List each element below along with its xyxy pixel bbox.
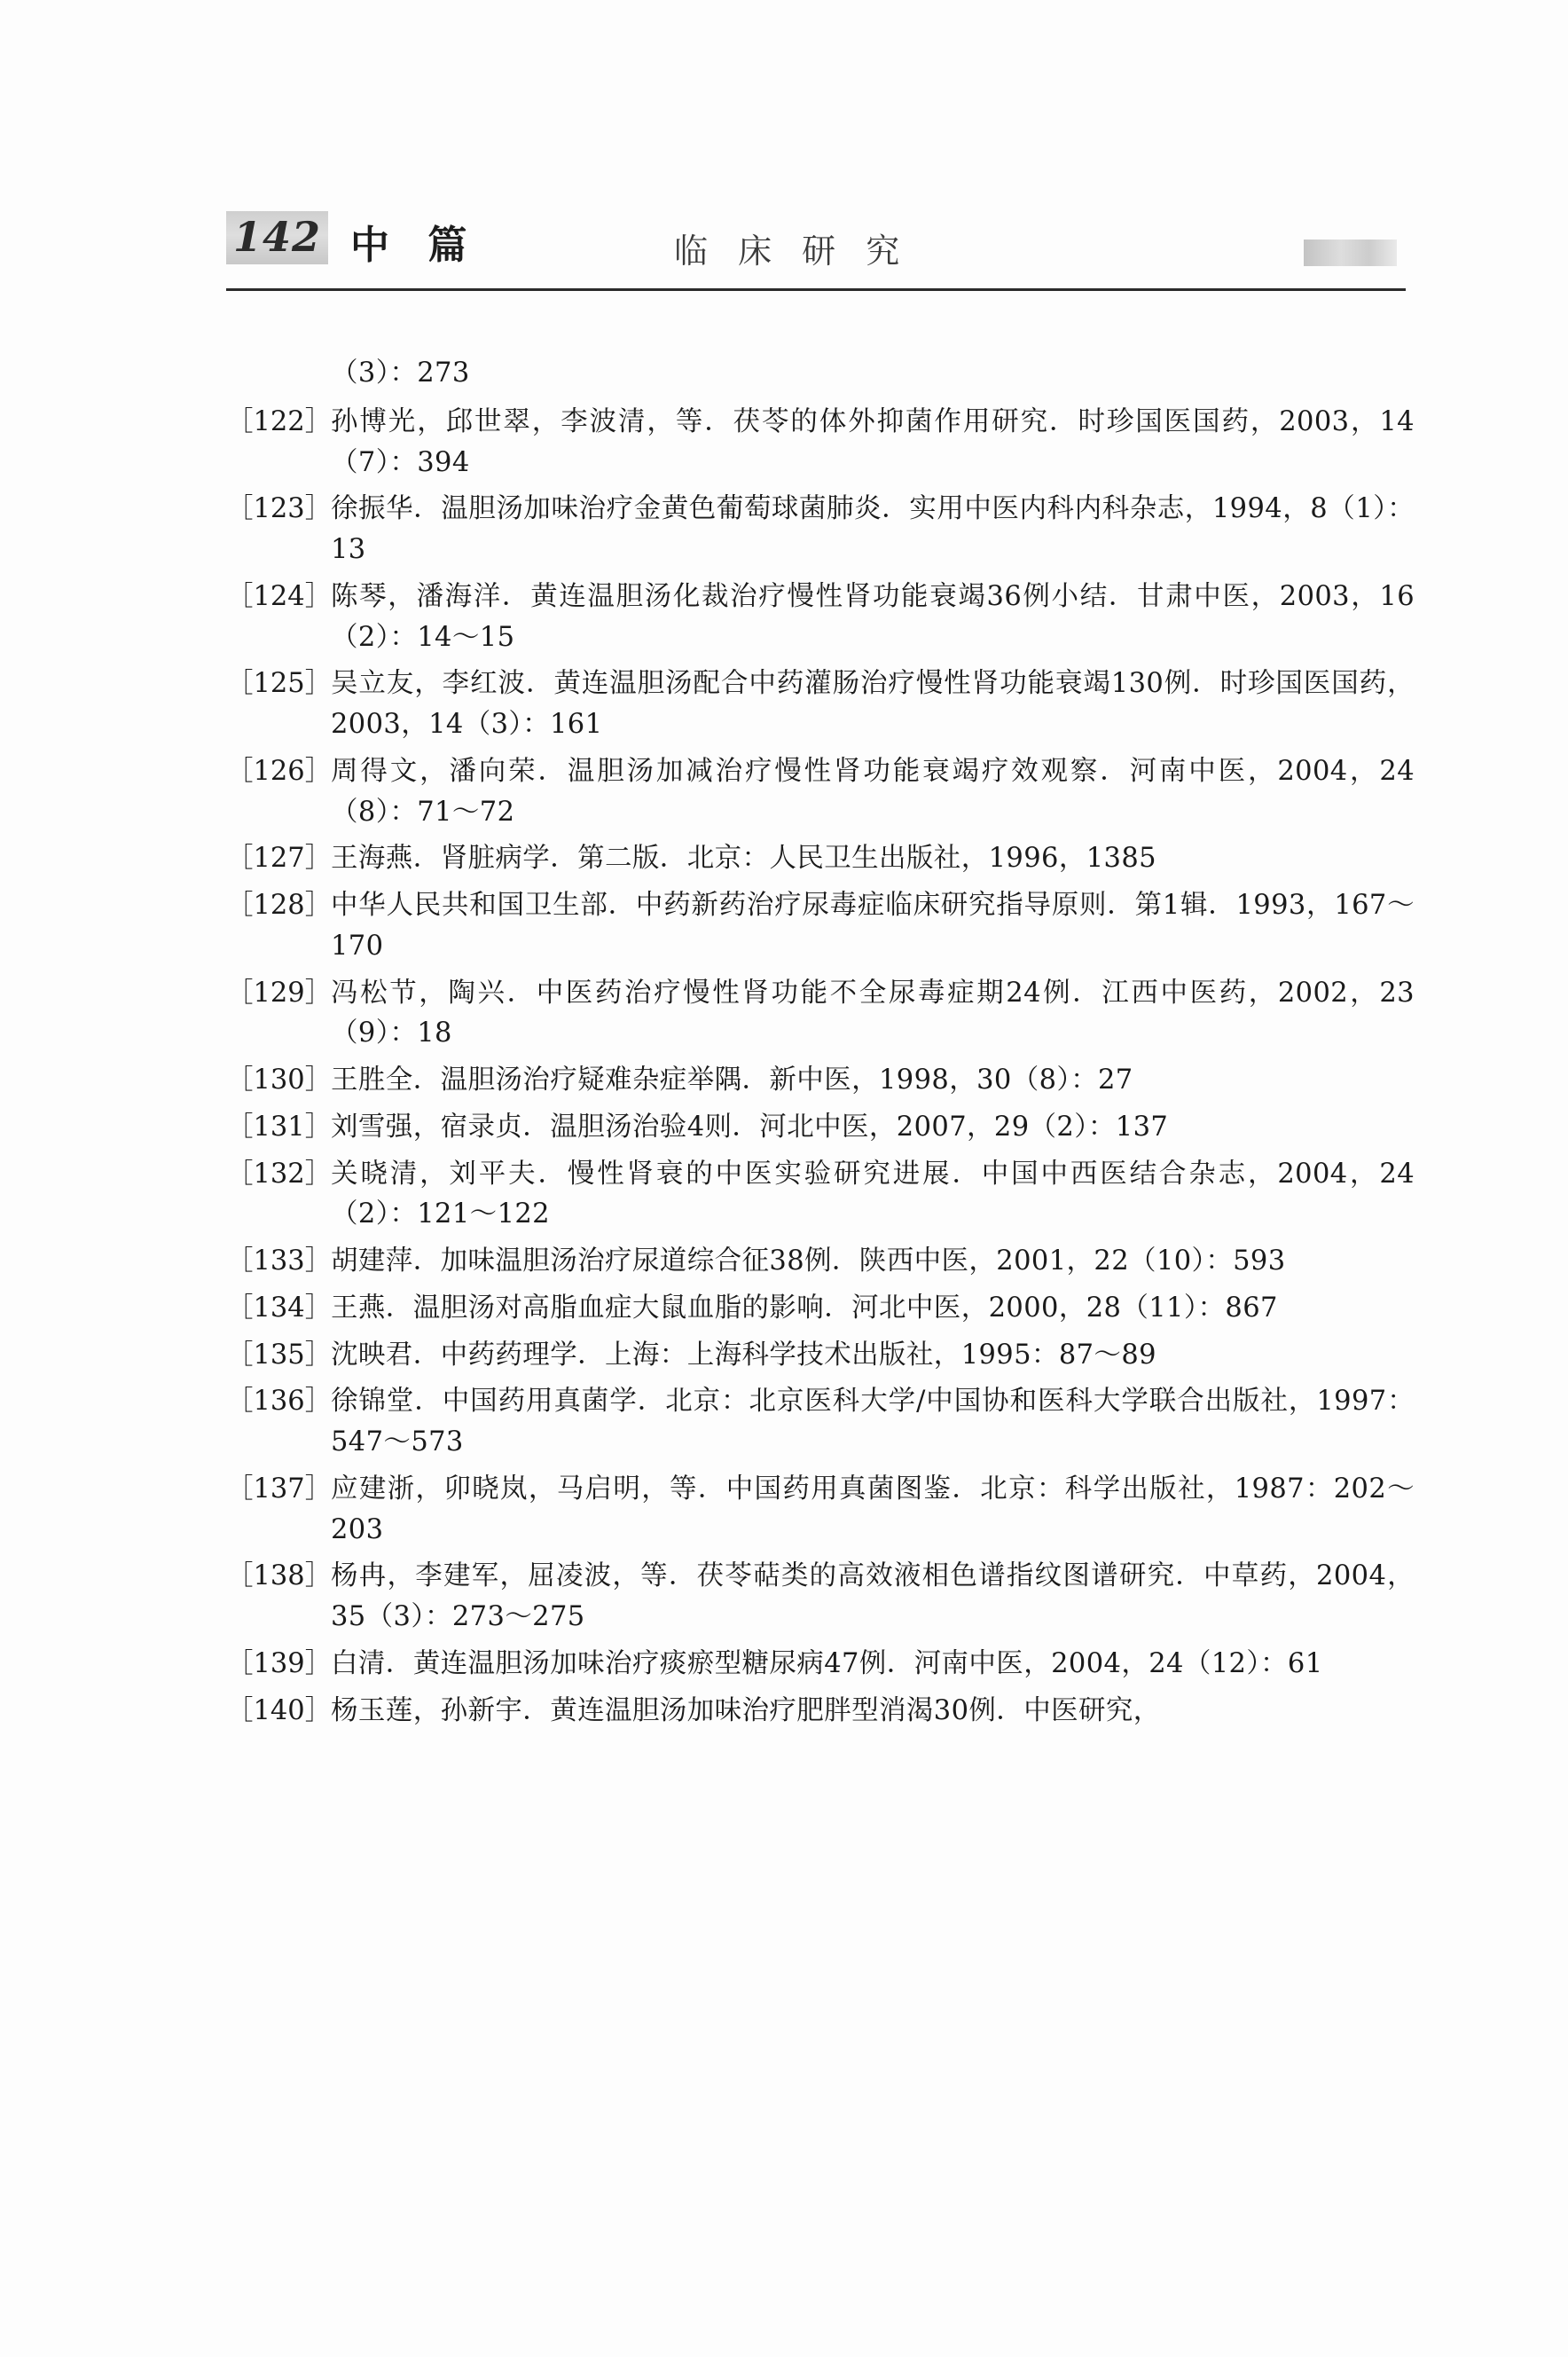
reference-number: ［128］ bbox=[226, 890, 333, 921]
reference-number: ［133］ bbox=[226, 1245, 333, 1277]
reference-text: 王燕．温胆汤对高脂血症大鼠血脂的影响．河北中医，2000，28（11）：867 bbox=[331, 1292, 1278, 1324]
reference-item bbox=[226, 664, 1415, 745]
reference-number: ［125］ bbox=[226, 668, 333, 700]
reference-item bbox=[226, 751, 1415, 833]
reference-text: 刘雪强，宿录贞．温胆汤治验4则．河北中医，2007，29（2）：137 bbox=[331, 1111, 1169, 1143]
reference-number: ［134］ bbox=[226, 1292, 333, 1324]
reference-text: 徐振华．温胆汤加味治疗金黄色葡萄球菌肺炎．实用中医内科内科杂志，1994，8（1）：13 bbox=[331, 493, 1415, 565]
reference-number: ［140］ bbox=[226, 1694, 333, 1726]
reference-text: 陈琴，潘海洋．黄连温胆汤化裁治疗慢性肾功能衰竭36例小结．甘肃中医，2003，16（2）：14～15 bbox=[331, 580, 1415, 653]
reference-number: ［124］ bbox=[226, 580, 333, 612]
reference-number: ［138］ bbox=[226, 1560, 333, 1592]
reference-list bbox=[226, 353, 1415, 1737]
reference-number: ［130］ bbox=[226, 1065, 333, 1096]
reference-item bbox=[226, 1644, 1415, 1685]
reference-number: ［137］ bbox=[226, 1473, 333, 1505]
reference-item bbox=[226, 885, 1415, 967]
reference-text: 孙博光，邱世翠，李波清，等．茯苓的体外抑菌作用研究．时珍国医国药，2003，14（7）：394 bbox=[331, 405, 1415, 478]
reference-text: 王胜全．温胆汤治疗疑难杂症举隅．新中医，1998，30（8）：27 bbox=[331, 1065, 1133, 1096]
header-section-label: 中 篇 bbox=[350, 223, 480, 268]
reference-text: 冯松节，陶兴．中医药治疗慢性肾功能不全尿毒症期24例．江西中医药，2002，23（9）：18 bbox=[331, 977, 1415, 1049]
reference-item bbox=[226, 1469, 1415, 1551]
reference-text: 王海燕．肾脏病学．第二版．北京：人民卫生出版社，1996，1385 bbox=[331, 843, 1156, 875]
reference-number: ［131］ bbox=[226, 1111, 333, 1143]
reference-number: ［127］ bbox=[226, 843, 333, 875]
reference-number: ［132］ bbox=[226, 1158, 333, 1190]
reference-text: 白清．黄连温胆汤加味治疗痰瘀型糖尿病47例．河南中医，2004，24（12）：61 bbox=[331, 1647, 1323, 1679]
reference-item bbox=[226, 1060, 1415, 1101]
reference-item bbox=[226, 489, 1415, 570]
reference-text: 沈映君．中药药理学．上海：上海科学技术出版社，1995：87～89 bbox=[331, 1339, 1156, 1371]
reference-item bbox=[226, 402, 1415, 483]
header-divider bbox=[226, 288, 1406, 291]
reference-number: ［126］ bbox=[226, 755, 333, 787]
reference-number: ［129］ bbox=[226, 977, 333, 1009]
reference-item bbox=[226, 1335, 1415, 1376]
reference-number: ［139］ bbox=[226, 1647, 333, 1679]
reference-item bbox=[226, 1154, 1415, 1236]
reference-text: 吴立友，李红波．黄连温胆汤配合中药灌肠治疗慢性肾功能衰竭130例．时珍国医国药，2003，14（3）：161 bbox=[331, 668, 1415, 740]
reference-item bbox=[226, 1288, 1415, 1329]
continued-reference-fragment bbox=[226, 353, 1415, 394]
reference-item bbox=[226, 1241, 1415, 1282]
reference-text: 应建浙，卯晓岚，马启明，等．中国药用真菌图鉴．北京：科学出版社，1987：202～203 bbox=[331, 1473, 1415, 1545]
reference-item bbox=[226, 1691, 1415, 1732]
reference-item bbox=[226, 838, 1415, 879]
header-smudge-artifact bbox=[1304, 240, 1397, 266]
reference-text: 关晓清，刘平夫．慢性肾衰的中医实验研究进展．中国中西医结合杂志，2004，24（2）：121～122 bbox=[331, 1158, 1415, 1230]
reference-text: 中华人民共和国卫生部．中药新药治疗尿毒症临床研究指导原则．第1辑．1993，167～170 bbox=[331, 890, 1415, 962]
reference-text: 周得文，潘向荣．温胆汤加减治疗慢性肾功能衰竭疗效观察．河南中医，2004，24（8）：71～72 bbox=[331, 755, 1415, 828]
page-header bbox=[226, 204, 1406, 302]
reference-number: ［122］ bbox=[226, 405, 333, 437]
reference-item bbox=[226, 577, 1415, 658]
reference-number: ［136］ bbox=[226, 1386, 333, 1418]
page-title: 临 床 研 究 bbox=[674, 232, 910, 271]
reference-item bbox=[226, 973, 1415, 1055]
page-number: 142 bbox=[226, 211, 328, 264]
reference-number: ［123］ bbox=[226, 493, 333, 525]
reference-item bbox=[226, 1381, 1415, 1463]
reference-text: 杨冉，李建军，屈凌波，等．茯苓萜类的高效液相色谱指纹图谱研究．中草药，2004，35（3）：273～275 bbox=[331, 1560, 1415, 1632]
reference-text: 胡建萍．加味温胆汤治疗尿道综合征38例．陕西中医，2001，22（10）：593 bbox=[331, 1245, 1286, 1277]
reference-number: ［135］ bbox=[226, 1339, 333, 1371]
reference-item bbox=[226, 1556, 1415, 1638]
reference-text: 杨玉莲，孙新宇．黄连温胆汤加味治疗肥胖型消渴30例．中医研究， bbox=[331, 1694, 1161, 1726]
continued-reference-text: （3）：273 bbox=[331, 357, 470, 389]
reference-item bbox=[226, 1107, 1415, 1148]
reference-text: 徐锦堂．中国药用真菌学．北京：北京医科大学/中国协和医科大学联合出版社，1997：547～573 bbox=[331, 1386, 1415, 1457]
